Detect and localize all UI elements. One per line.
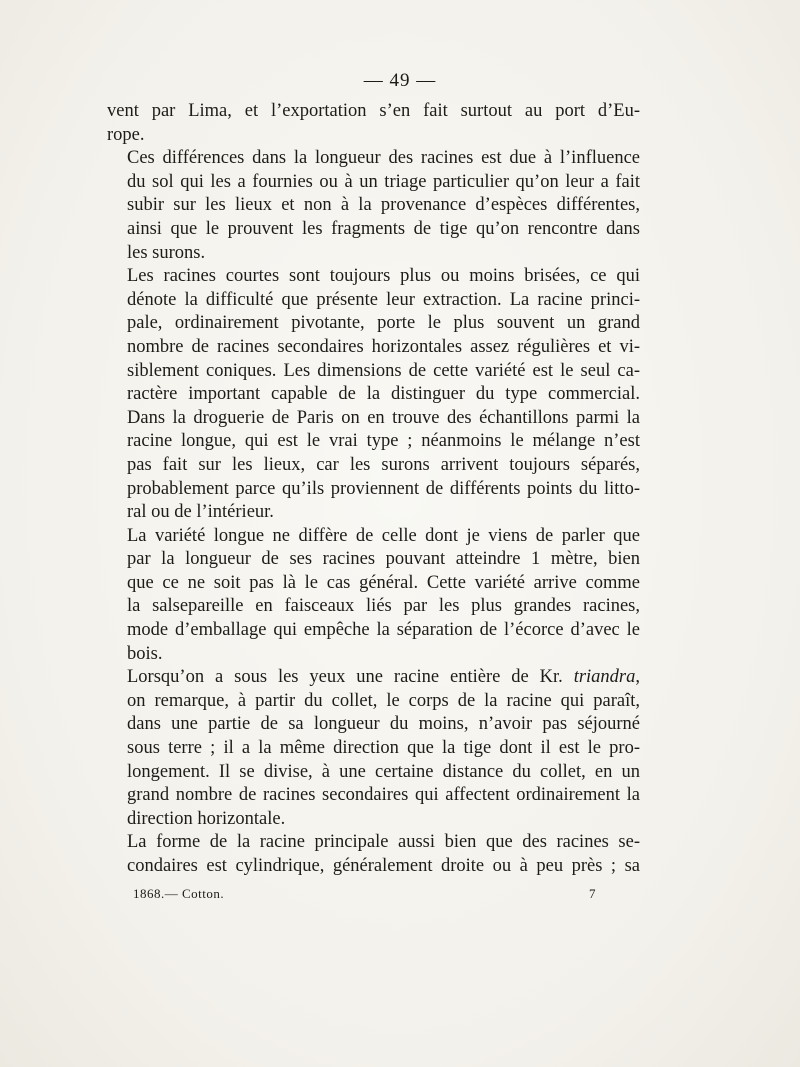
text-line: probablement parce qu’ils proviennent de différents points du litto- <box>127 478 640 499</box>
text-line: les surons. <box>127 242 206 263</box>
text-line: mode d’emballage qui empêche la séparation de l’écorce d’avec le <box>127 620 640 641</box>
text-line: que ce ne soit pas là le cas général. Cette variété arrive comme <box>127 572 640 593</box>
body-text <box>107 100 640 879</box>
paragraph-5 <box>107 666 640 831</box>
text-line: Dans la droguerie de Paris on en trouve des échantillons parmi la <box>127 407 640 428</box>
species-name: triandra <box>573 667 636 688</box>
text-line: la salsepareille en faisceaux liés par les plus grandes racines, <box>127 596 640 617</box>
text-line: direction horizontale. <box>127 808 286 829</box>
text-line: La variété longue ne diffère de celle dont je viens de parler que <box>127 525 640 546</box>
text-line <box>107 666 640 690</box>
text-line: siblement coniques. Les dimensions de cette variété est le seul ca- <box>127 360 640 381</box>
page-number: — 49 — <box>363 70 437 91</box>
paragraph-1 <box>107 100 640 147</box>
text-line: rope. <box>107 124 145 145</box>
text-line: condaires est cylindrique, généralement droite ou à peu près ; sa <box>127 856 640 876</box>
text-line: dénote la difficulté que présente leur extraction. La racine princi- <box>127 289 640 310</box>
text-line: grand nombre de racines secondaires qui affectent ordinairement la <box>127 785 640 806</box>
paragraph-4 <box>107 525 640 667</box>
text-line: Les racines courtes sont toujours plus ou moins brisées, ce qui <box>127 266 640 287</box>
paragraph-3 <box>107 265 640 525</box>
text-line: longement. Il se divise, à une certaine distance du collet, en un <box>127 761 640 782</box>
signature-mark: 1868.— Cotton. <box>133 886 225 901</box>
text-line: par la longueur de ses racines pouvant atteindre 1 mètre, bien <box>127 549 640 570</box>
text-line: La forme de la racine principale aussi bien que des racines se- <box>127 832 640 853</box>
sheet-number: 7 <box>589 886 596 901</box>
text-line: subir sur les lieux et non à la provenance d’espèces différentes, <box>127 195 640 216</box>
text-line: sous terre ; il a la même direction que la tige dont il est le pro- <box>127 738 640 759</box>
text-run: , <box>635 667 640 688</box>
text-run: Lorsqu’on a sous les yeux une racine entière de Kr. <box>127 667 574 688</box>
text-line: racine longue, qui est le vrai type ; néanmoins le mélange n’est <box>127 431 640 452</box>
paragraph-6 <box>107 831 640 878</box>
text-line: du sol qui les a fournies ou à un triage particulier qu’on leur a fait <box>127 171 640 192</box>
text-line: pas fait sur les lieux, car les surons arrivent toujours séparés, <box>127 454 640 475</box>
paragraph-2 <box>107 147 640 265</box>
text-line: dans une partie de sa longueur du moins, n’avoir pas séjourné <box>127 714 640 735</box>
text-line: bois. <box>127 643 163 664</box>
text-line: ainsi que le prouvent les fragments de tige qu’on rencontre dans <box>127 218 640 239</box>
text-line: nombre de racines secondaires horizontales assez régulières et vi- <box>127 336 640 357</box>
text-line: pale, ordinairement pivotante, porte le plus souvent un grand <box>127 313 640 334</box>
text-line: vent par Lima, et l’exportation s’en fait surtout au port d’Eu- <box>107 101 640 121</box>
text-line: ractère important capable de la distinguer du type commercial. <box>127 384 640 405</box>
text-line: Ces différences dans la longueur des racines est due à l’influence <box>127 148 640 169</box>
text-line: on remarque, à partir du collet, le corps de la racine qui paraît, <box>127 690 640 711</box>
text-line: ral ou de l’intérieur. <box>127 502 274 523</box>
